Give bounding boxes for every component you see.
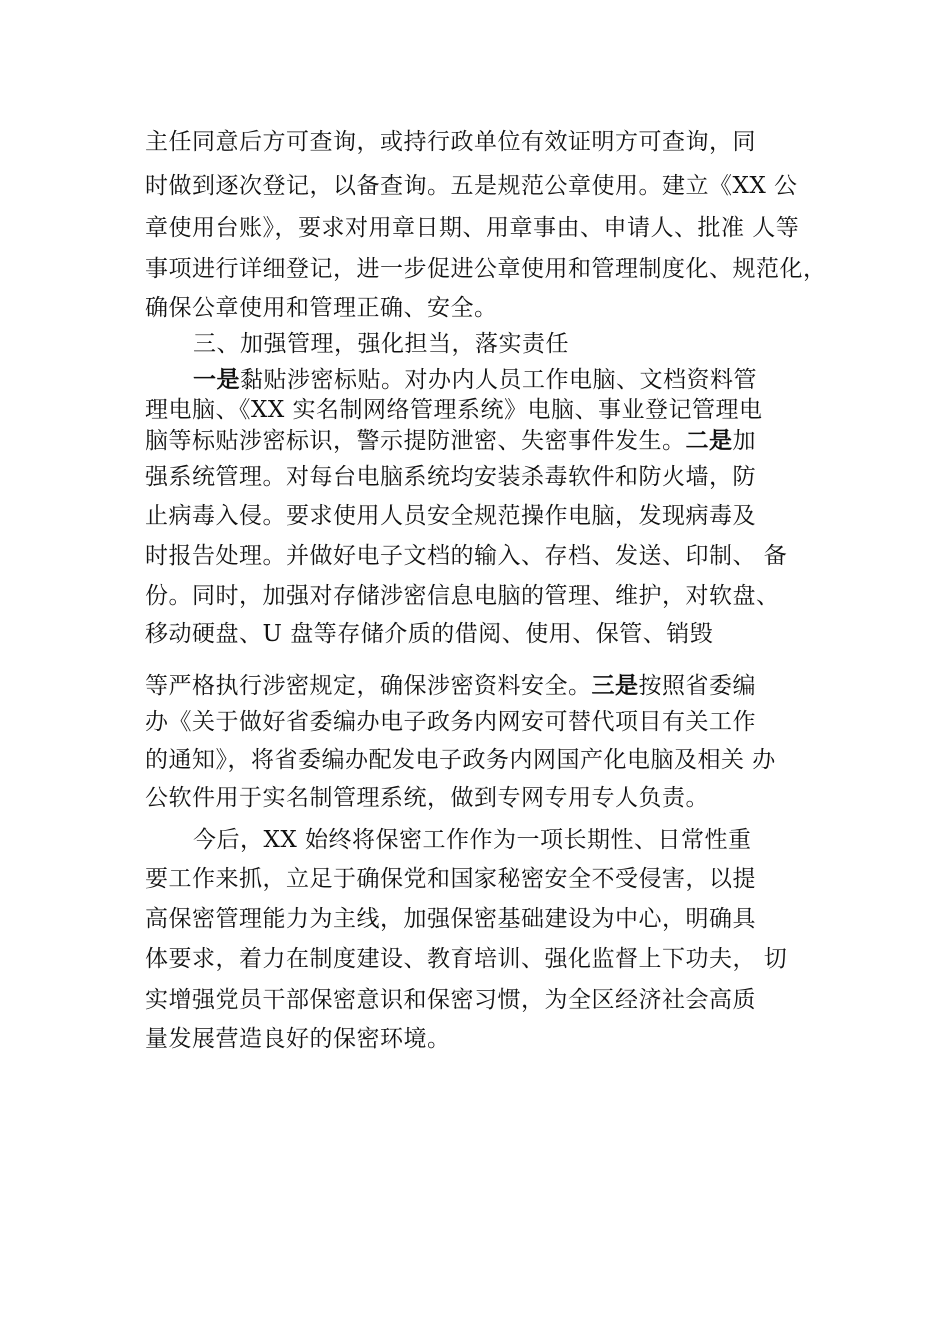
paragraph-line: 时报告处理。并做好电子文档的输入、存档、发送、印制、 备 (145, 543, 788, 569)
paragraph-line: 主任同意后方可查询，或持行政单位有效证明方可查询，同 (145, 129, 756, 155)
line-text: 黏贴涉密标贴。对办内人员工作电脑、文档资料管 (240, 367, 757, 393)
paragraph-line: 确保公章使用和管理正确、安全。 (145, 295, 498, 321)
paragraph-line: 要工作来抓，立足于确保党和国家秘密安全不受侵害，以提 (145, 866, 756, 892)
paragraph-line: 体要求，着力在制度建设、教育培训、强化监督上下功夫， 切 (145, 946, 788, 972)
paragraph-line: 的通知》，将省委编办配发电子政务内网国产化电脑及相关 办 (145, 747, 776, 773)
paragraph-line: 实增强党员干部保密意识和保密习惯，为全区经济社会高质 (145, 987, 756, 1013)
paragraph-line: 强系统管理。对每台电脑系统均安装杀毒软件和防火墙，防 (145, 464, 756, 490)
paragraph-line (145, 672, 756, 700)
paragraph-line: 办《关于做好省委编办电子政务内网安可替代项目有关工作 (145, 709, 756, 735)
paragraph-line (193, 366, 757, 394)
marker-second: 二是 (685, 428, 733, 454)
paragraph-line (145, 427, 756, 455)
line-text: 脑等标贴涉密标识，警示提防泄密、失密事件发生。 (145, 428, 686, 454)
line-text: 按照省委编 (638, 673, 756, 699)
line-text: 加 (732, 428, 756, 454)
paragraph-line: 理电脑、《XX 实名制网络管理系统》电脑、事业登记管理电 (145, 397, 763, 423)
marker-third: 三是 (591, 673, 639, 699)
paragraph-line: 止病毒入侵。要求使用人员安全规范操作电脑，发现病毒及 (145, 503, 756, 529)
paragraph-line: 量发展营造良好的保密环境。 (145, 1026, 451, 1052)
paragraph-line: 今后，XX 始终将保密工作作为一项长期性、日常性重 (193, 827, 752, 853)
paragraph-line: 时做到逐次登记，以备查询。五是规范公章使用。建立《XX 公 (145, 173, 798, 199)
paragraph-line: 公软件用于实名制管理系统，做到专网专用专人负责。 (145, 785, 709, 811)
paragraph-line: 事项进行详细登记，进一步促进公章使用和管理制度化、规范化， (145, 256, 827, 282)
paragraph-line: 移动硬盘、U 盘等存储介质的借阅、使用、保管、销毁 (145, 621, 714, 647)
marker-first: 一是 (193, 367, 240, 393)
paragraph-line: 份。同时，加强对存储涉密信息电脑的管理、维护，对软盘、 (145, 583, 780, 609)
paragraph-line: 章使用台账》，要求对用章日期、用章事由、申请人、批准 人等 (145, 215, 800, 241)
line-text: 等严格执行涉密规定，确保涉密资料安全。 (145, 673, 592, 699)
section-heading: 三、加强管理，强化担当，落实责任 (193, 331, 569, 357)
paragraph-line: 高保密管理能力为主线，加强保密基础建设为中心，明确具 (145, 906, 756, 932)
